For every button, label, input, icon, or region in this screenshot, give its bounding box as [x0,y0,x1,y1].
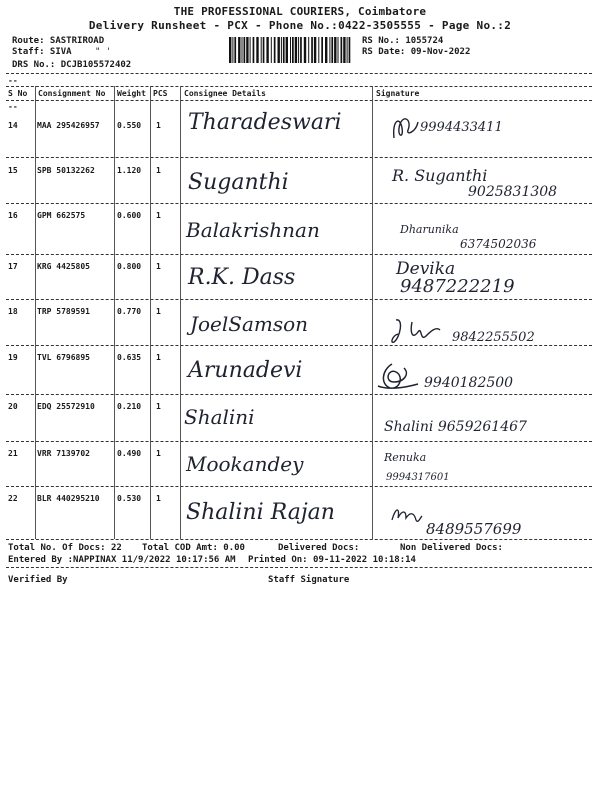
col-sep [114,86,115,100]
barcode-bar [321,37,323,63]
delivered-docs: Delivered Docs: [278,543,360,553]
barcode-bar [274,37,276,63]
signature-text: R. Suganthi [392,166,488,185]
header-top-rule [6,86,592,87]
barcode-bar [261,37,262,63]
barcode-bar [349,37,351,63]
rs-date: RS Date: 09-Nov-2022 [362,47,471,57]
row-weight: 0.770 [117,307,142,316]
signature-text: 8489557699 [426,520,522,538]
col-sep [180,157,181,203]
barcode-bar [311,37,313,63]
barcode-bar [325,37,327,63]
consignee-name: Mookandey [186,452,304,476]
entered-by: Entered By :NAPPINAX 11/9/2022 10:17:56 AM [8,555,236,565]
printed-on: Printed On: 09-11-2022 10:18:14 [248,555,416,565]
barcode-bar [298,37,299,63]
signature-text: Dharunika [400,223,459,236]
row-consignment: EDQ 25572910 [37,402,95,411]
signature-text: 9994433411 [420,120,503,135]
col-consignment: Consignment No [38,89,106,98]
barcode-bar [300,37,302,63]
barcode-bar [295,37,297,63]
signature-text: 9842255502 [452,330,535,345]
row-rule [6,254,592,255]
row-weight: 0.530 [117,494,142,503]
row-consignment: VRR 7139702 [37,449,90,458]
col-sep [35,254,36,299]
barcode-bar [338,37,339,63]
verified-by: Verified By [8,575,68,585]
col-sep [372,86,373,100]
drs-number: DRS No.: DCJB105572402 [12,60,132,70]
row-sno: 19 [8,353,18,362]
col-sep [180,441,181,486]
non-delivered-docs: Non Delivered Docs: [400,543,503,553]
col-sep [150,157,151,203]
signature-phone: 9994317601 [386,472,450,483]
col-sep [372,299,373,345]
col-pcs: PCS [153,89,168,98]
barcode-bar [281,37,282,63]
col-sep [372,441,373,486]
col-sep [180,394,181,441]
row-pcs: 1 [156,262,161,271]
row-weight: 0.600 [117,211,142,220]
row-pcs: 1 [156,494,161,503]
row-weight: 0.550 [117,121,142,130]
col-sep [180,486,181,539]
barcode-bar [253,37,255,63]
barcode-bar [347,37,348,63]
row-sno: 21 [8,449,18,458]
signature-phone: 9025831308 [468,184,558,200]
col-weight: Weight [117,89,146,98]
col-sep [180,86,181,100]
col-sep [180,345,181,394]
col-sep [35,157,36,203]
barcode-bar [286,37,288,63]
col-sep [150,86,151,100]
signature-phone: 9487222219 [400,276,515,297]
col-signature: Signature [376,89,420,98]
barcode-bar [263,37,265,63]
col-sep [150,203,151,254]
col-sep [114,394,115,441]
barcode-bar [250,37,251,63]
col-sep [35,486,36,539]
header-marks: -- [8,76,18,85]
barcode-bar [314,37,316,63]
row-pcs: 1 [156,166,161,175]
barcode-bar [234,37,236,63]
row-consignment: KRG 4425805 [37,262,90,271]
col-sep [35,345,36,394]
row-pcs: 1 [156,121,161,130]
route-label: Route: SASTRIROAD [12,36,105,46]
barcode-bar [329,37,330,63]
barcode-bar [232,37,233,63]
col-sep [35,394,36,441]
top-rule [6,73,592,74]
row-rule [6,157,592,158]
row-sno: 20 [8,402,18,411]
col-sep [150,299,151,345]
footer-rule [6,567,592,568]
barcode-bar [343,37,345,63]
signature-scribble [388,504,424,526]
barcode-bar [292,37,294,63]
row-rule [6,539,592,540]
row-consignment: TVL 6796895 [37,353,90,362]
col-sep [35,203,36,254]
consignee-name: R.K. Dass [188,265,296,290]
col-sep [114,486,115,539]
signature-scribble [374,360,424,394]
barcode-bar [244,37,246,63]
row-sno: 15 [8,166,18,175]
col-sep [114,157,115,203]
row-weight: 0.490 [117,449,142,458]
row-sno: 18 [8,307,18,316]
col-sep [150,486,151,539]
row-rule [6,486,592,487]
header-marks-2: -- [8,102,18,111]
signature-text: Devika [396,259,456,279]
col-consignee: Consignee Details [184,89,266,98]
signature-phone: 6374502036 [460,237,537,251]
col-sep [180,299,181,345]
row-weight: 0.635 [117,353,142,362]
company-title: THE PROFESSIONAL COURIERS, Coimbatore [173,5,427,18]
total-cod: Total COD Amt: 0.00 [142,543,245,553]
barcode-bar [341,37,343,63]
col-sep [35,86,36,100]
row-pcs: 1 [156,211,161,220]
signature-text: Renuka [384,451,427,464]
row-weight: 1.120 [117,166,142,175]
signature-text: 9940182500 [424,375,514,391]
barcode-bar [246,37,248,63]
consignee-name: Arunadevi [188,358,303,383]
staff-marks: " ' [95,47,112,57]
col-sno: S No [8,89,28,98]
barcode-bar [242,37,243,63]
barcode-bar [238,37,240,63]
col-sep [150,394,151,441]
row-weight: 0.800 [117,262,142,271]
col-sep [114,100,115,157]
col-sep [180,254,181,299]
header-bottom-rule [6,100,592,101]
staff-signature: Staff Signature [268,575,350,585]
barcode-image [228,37,352,63]
consignee-name: Balakrishnan [186,218,320,242]
barcode-bar [304,37,306,63]
row-sno: 14 [8,121,18,130]
col-sep [150,441,151,486]
col-sep [114,203,115,254]
row-consignment: SPB 50132262 [37,166,95,175]
barcode-bar [308,37,309,63]
row-sno: 22 [8,494,18,503]
consignee-name: JoelSamson [190,312,309,336]
barcode-bar [318,37,319,63]
col-sep [372,100,373,157]
barcode-bar [334,37,336,63]
row-consignment: TRP 5789591 [37,307,90,316]
row-consignment: GPM 662575 [37,211,86,220]
staff-label [12,47,111,57]
staff-name: Staff: SIVA [12,47,72,57]
row-pcs: 1 [156,307,161,316]
row-pcs: 1 [156,402,161,411]
row-weight: 0.210 [117,402,142,411]
consignee-name: Tharadeswari [188,110,342,135]
col-sep [150,100,151,157]
col-sep [180,100,181,157]
row-pcs: 1 [156,449,161,458]
consignee-name: Suganthi [188,170,289,195]
col-sep [114,441,115,486]
barcode-bar [266,37,268,63]
col-sep [372,486,373,539]
col-sep [372,254,373,299]
barcode-bar [271,37,272,63]
col-sep [114,299,115,345]
row-rule [6,345,592,346]
col-sep [35,100,36,157]
total-docs: Total No. Of Docs: 22 [8,543,122,553]
barcode-bar [283,37,285,63]
row-sno: 16 [8,211,18,220]
col-sep [114,254,115,299]
row-pcs: 1 [156,353,161,362]
signature-text: Shalini 9659261467 [384,419,527,435]
col-sep [372,157,373,203]
row-rule [6,394,592,395]
barcode-bar [278,37,280,63]
barcode-bar [290,37,291,63]
col-sep [372,394,373,441]
consignee-name: Shalini [184,405,255,429]
rs-number: RS No.: 1055724 [362,36,444,46]
col-sep [35,299,36,345]
col-sep [150,345,151,394]
col-sep [114,345,115,394]
row-consignment: BLR 440295210 [37,494,100,503]
row-sno: 17 [8,262,18,271]
row-rule [6,441,592,442]
consignee-name: Shalini Rajan [186,500,335,525]
barcode-bar [331,37,333,63]
col-sep [150,254,151,299]
col-sep [35,441,36,486]
row-rule [6,203,592,204]
runsheet-subtitle: Delivery Runsheet - PCX - Phone No.:0422-3505555 - Page No.:2 [88,19,512,32]
row-rule [6,299,592,300]
signature-scribble [390,314,454,348]
col-sep [372,345,373,394]
col-sep [372,203,373,254]
col-sep [180,203,181,254]
barcode-bar [256,37,258,63]
barcode-bar [229,37,231,63]
row-consignment: MAA 295426957 [37,121,100,130]
